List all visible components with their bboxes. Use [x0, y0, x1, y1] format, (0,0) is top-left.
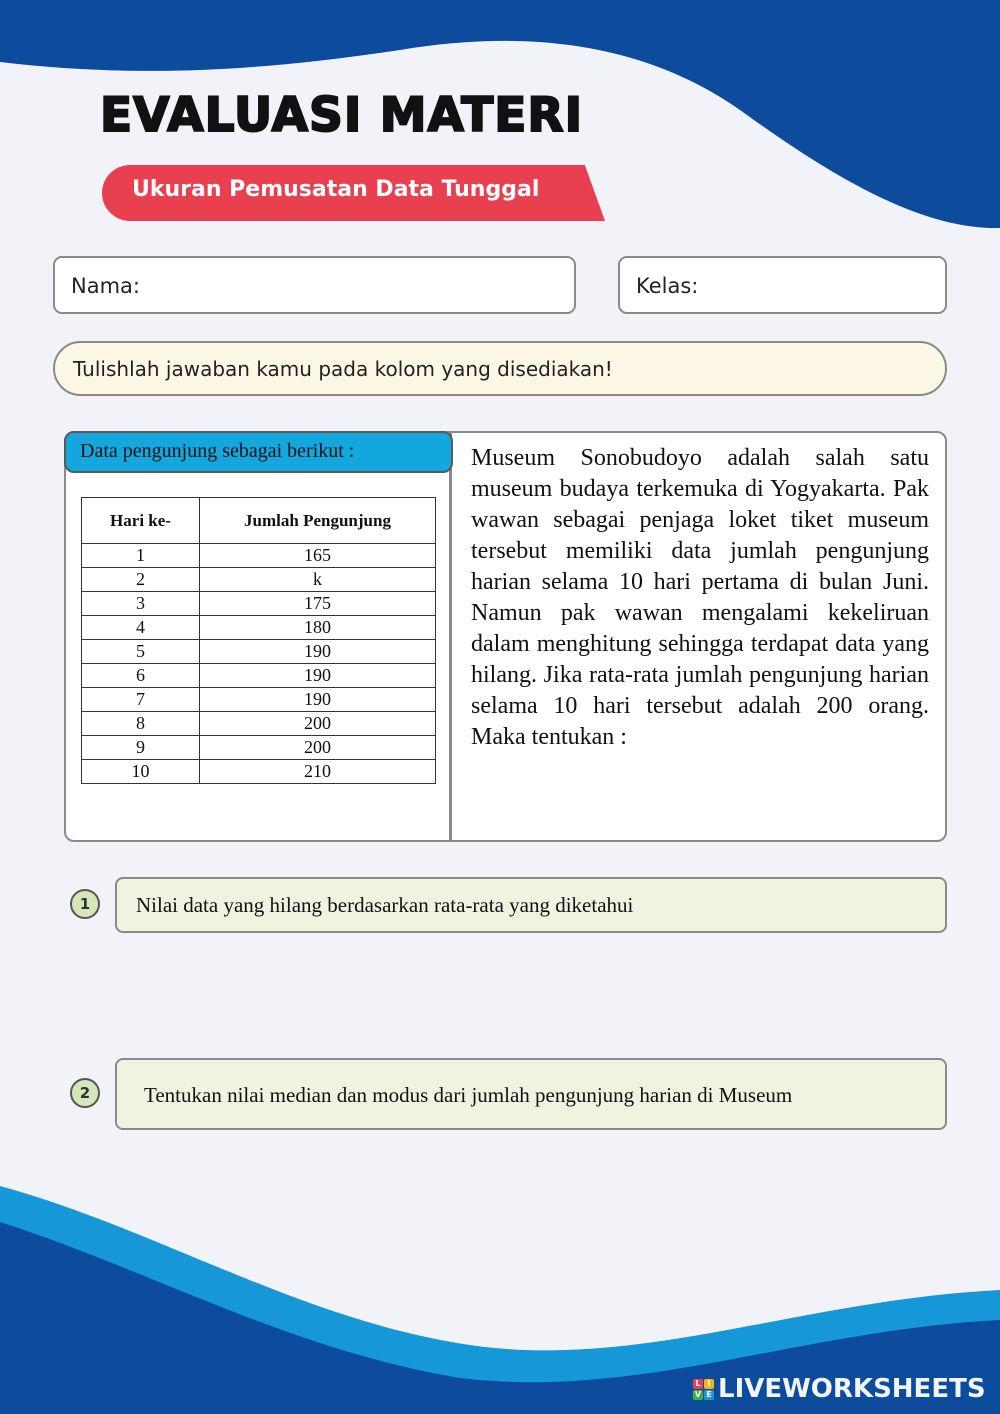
table-header-row	[82, 498, 436, 544]
table-row	[82, 640, 436, 664]
visitor-cell: 210	[200, 760, 436, 784]
visitor-cell: 180	[200, 616, 436, 640]
class-field[interactable]	[618, 256, 947, 314]
day-cell: 3	[82, 592, 200, 616]
day-cell: 1	[82, 544, 200, 568]
day-cell: 6	[82, 664, 200, 688]
table-row	[82, 688, 436, 712]
day-cell: 10	[82, 760, 200, 784]
data-panel-heading: Data pengunjung sebagai berikut :	[64, 431, 453, 473]
visitor-cell: k	[200, 568, 436, 592]
day-cell: 7	[82, 688, 200, 712]
table-row	[82, 568, 436, 592]
table-row	[82, 664, 436, 688]
day-cell: 2	[82, 568, 200, 592]
day-cell: 9	[82, 736, 200, 760]
table-row	[82, 760, 436, 784]
visitor-cell: 200	[200, 736, 436, 760]
card-divider	[449, 431, 452, 842]
question-text-2: Tentukan nilai median dan modus dari jumlah pengunjung harian di Museum	[144, 1083, 793, 1107]
column-header-day: Hari ke-	[82, 498, 200, 544]
question-box-1	[115, 877, 947, 933]
visitor-cell: 190	[200, 664, 436, 688]
table-row	[82, 712, 436, 736]
brand-name: LIVEWORKSHEETS	[718, 1374, 986, 1404]
name-label: Nama:	[71, 274, 140, 298]
page-title: EVALUASI MATERI	[100, 88, 584, 143]
visitor-cell: 200	[200, 712, 436, 736]
brand-mark-letter: E	[704, 1390, 714, 1400]
question-text-1: Nilai data yang hilang berdasarkan rata-rata yang diketahui	[136, 893, 634, 917]
instruction-banner: Tulishlah jawaban kamu pada kolom yang disediakan!	[53, 341, 947, 396]
brand-mark-icon	[693, 1379, 714, 1400]
question-box-2	[115, 1058, 947, 1130]
table-row	[82, 736, 436, 760]
brand-mark-letter: I	[704, 1379, 714, 1389]
brand-mark-letter: V	[694, 1389, 702, 1399]
visitor-cell: 165	[200, 544, 436, 568]
visitor-cell: 175	[200, 592, 436, 616]
question-number-2: 2	[70, 1078, 100, 1108]
visitor-cell: 190	[200, 688, 436, 712]
page-subtitle: Ukuran Pemusatan Data Tunggal	[132, 177, 540, 202]
brand-mark-letter: L	[693, 1379, 703, 1389]
visitor-table	[81, 497, 436, 784]
table-row	[82, 592, 436, 616]
column-header-visitors: Jumlah Pengunjung	[200, 498, 436, 544]
day-cell: 4	[82, 616, 200, 640]
name-field[interactable]	[53, 256, 576, 314]
day-cell: 8	[82, 712, 200, 736]
table-row	[82, 544, 436, 568]
class-label: Kelas:	[636, 274, 699, 298]
day-cell: 5	[82, 640, 200, 664]
liveworksheets-logo[interactable]	[693, 1372, 986, 1406]
question-number-1: 1	[70, 889, 100, 919]
problem-story: Museum Sonobudoyo adalah salah satu museum budaya terkemuka di Yogyakarta. Pak wawan sebagai penjaga loket tiket museum tersebut memiliki data jumlah pengunjung harian selama 10 hari pertama di bulan Juni. Namun pak wawan mengalami kekeliruan dalam menghitung sehingga terdapat data yang hilang. Jika rata-rata jumlah pengunjung harian selama 10 hari tersebut adalah 200 orang. Maka tentukan :	[471, 445, 929, 750]
table-row	[82, 616, 436, 640]
visitor-cell: 190	[200, 640, 436, 664]
